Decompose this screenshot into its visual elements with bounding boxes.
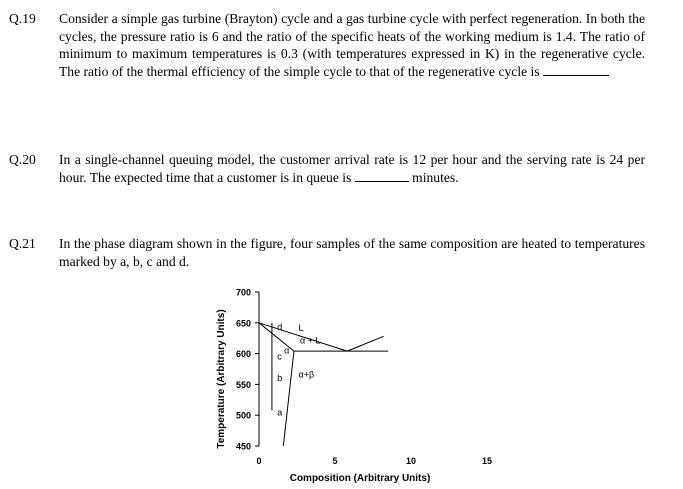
sample-point-d: d: [277, 321, 283, 332]
question-number: Q.19: [9, 11, 36, 26]
region-label: L: [298, 322, 304, 333]
question-body: In the phase diagram shown in the figure, four samples of the same composition are heated to temperatures marked by a, b, c and d.: [59, 236, 645, 269]
x-tick-label: 15: [481, 456, 493, 466]
y-tick-label: 700: [235, 287, 251, 298]
region-label: α: [284, 345, 290, 356]
y-tick-label: 650: [235, 318, 251, 329]
question-number: Q.21: [9, 236, 36, 251]
question-body: Consider a simple gas turbine (Brayton) cycle and a gas turbine cycle with perfect regeneration. In both the cycles, the pressure ratio is 6 and the ratio of the specific heats of the working medium is 1.4. The ratio of minimum to maximum temperatures is 0.3 (with temperatures expressed in K) in the regenerative cycle. The ratio of the thermal efficiency of the simple cycle to that of the regenerative cycle is: [59, 11, 645, 79]
y-tick-label: 600: [235, 349, 251, 360]
x-tick-label: 5: [332, 456, 338, 466]
y-tick-label: 550: [235, 379, 251, 390]
sample-point-b: b: [277, 373, 283, 384]
sample-point-c: c: [277, 351, 282, 362]
sample-point-a: a: [277, 407, 283, 418]
solvus-line: [283, 351, 294, 446]
y-axis-label: Temperature (Arbitrary Units): [216, 309, 227, 449]
x-tick-label: 10: [405, 456, 417, 466]
region-label: α+β: [298, 369, 315, 380]
question-number: Q.20: [9, 152, 36, 167]
region-label: α + L: [300, 335, 321, 346]
y-tick-label: 500: [235, 410, 251, 421]
liquidus-right-line: [347, 336, 383, 351]
question-suffix: minutes.: [412, 169, 459, 185]
x-axis-label: Composition (Arbitrary Units): [289, 473, 431, 484]
y-tick-label: 450: [235, 441, 251, 452]
x-tick-label: 0: [256, 456, 262, 466]
question-body: In a single-channel queuing model, the customer arrival rate is 12 per hour and the serving rate is 24 per hour. The expected time that a customer is in queue is: [59, 152, 645, 185]
